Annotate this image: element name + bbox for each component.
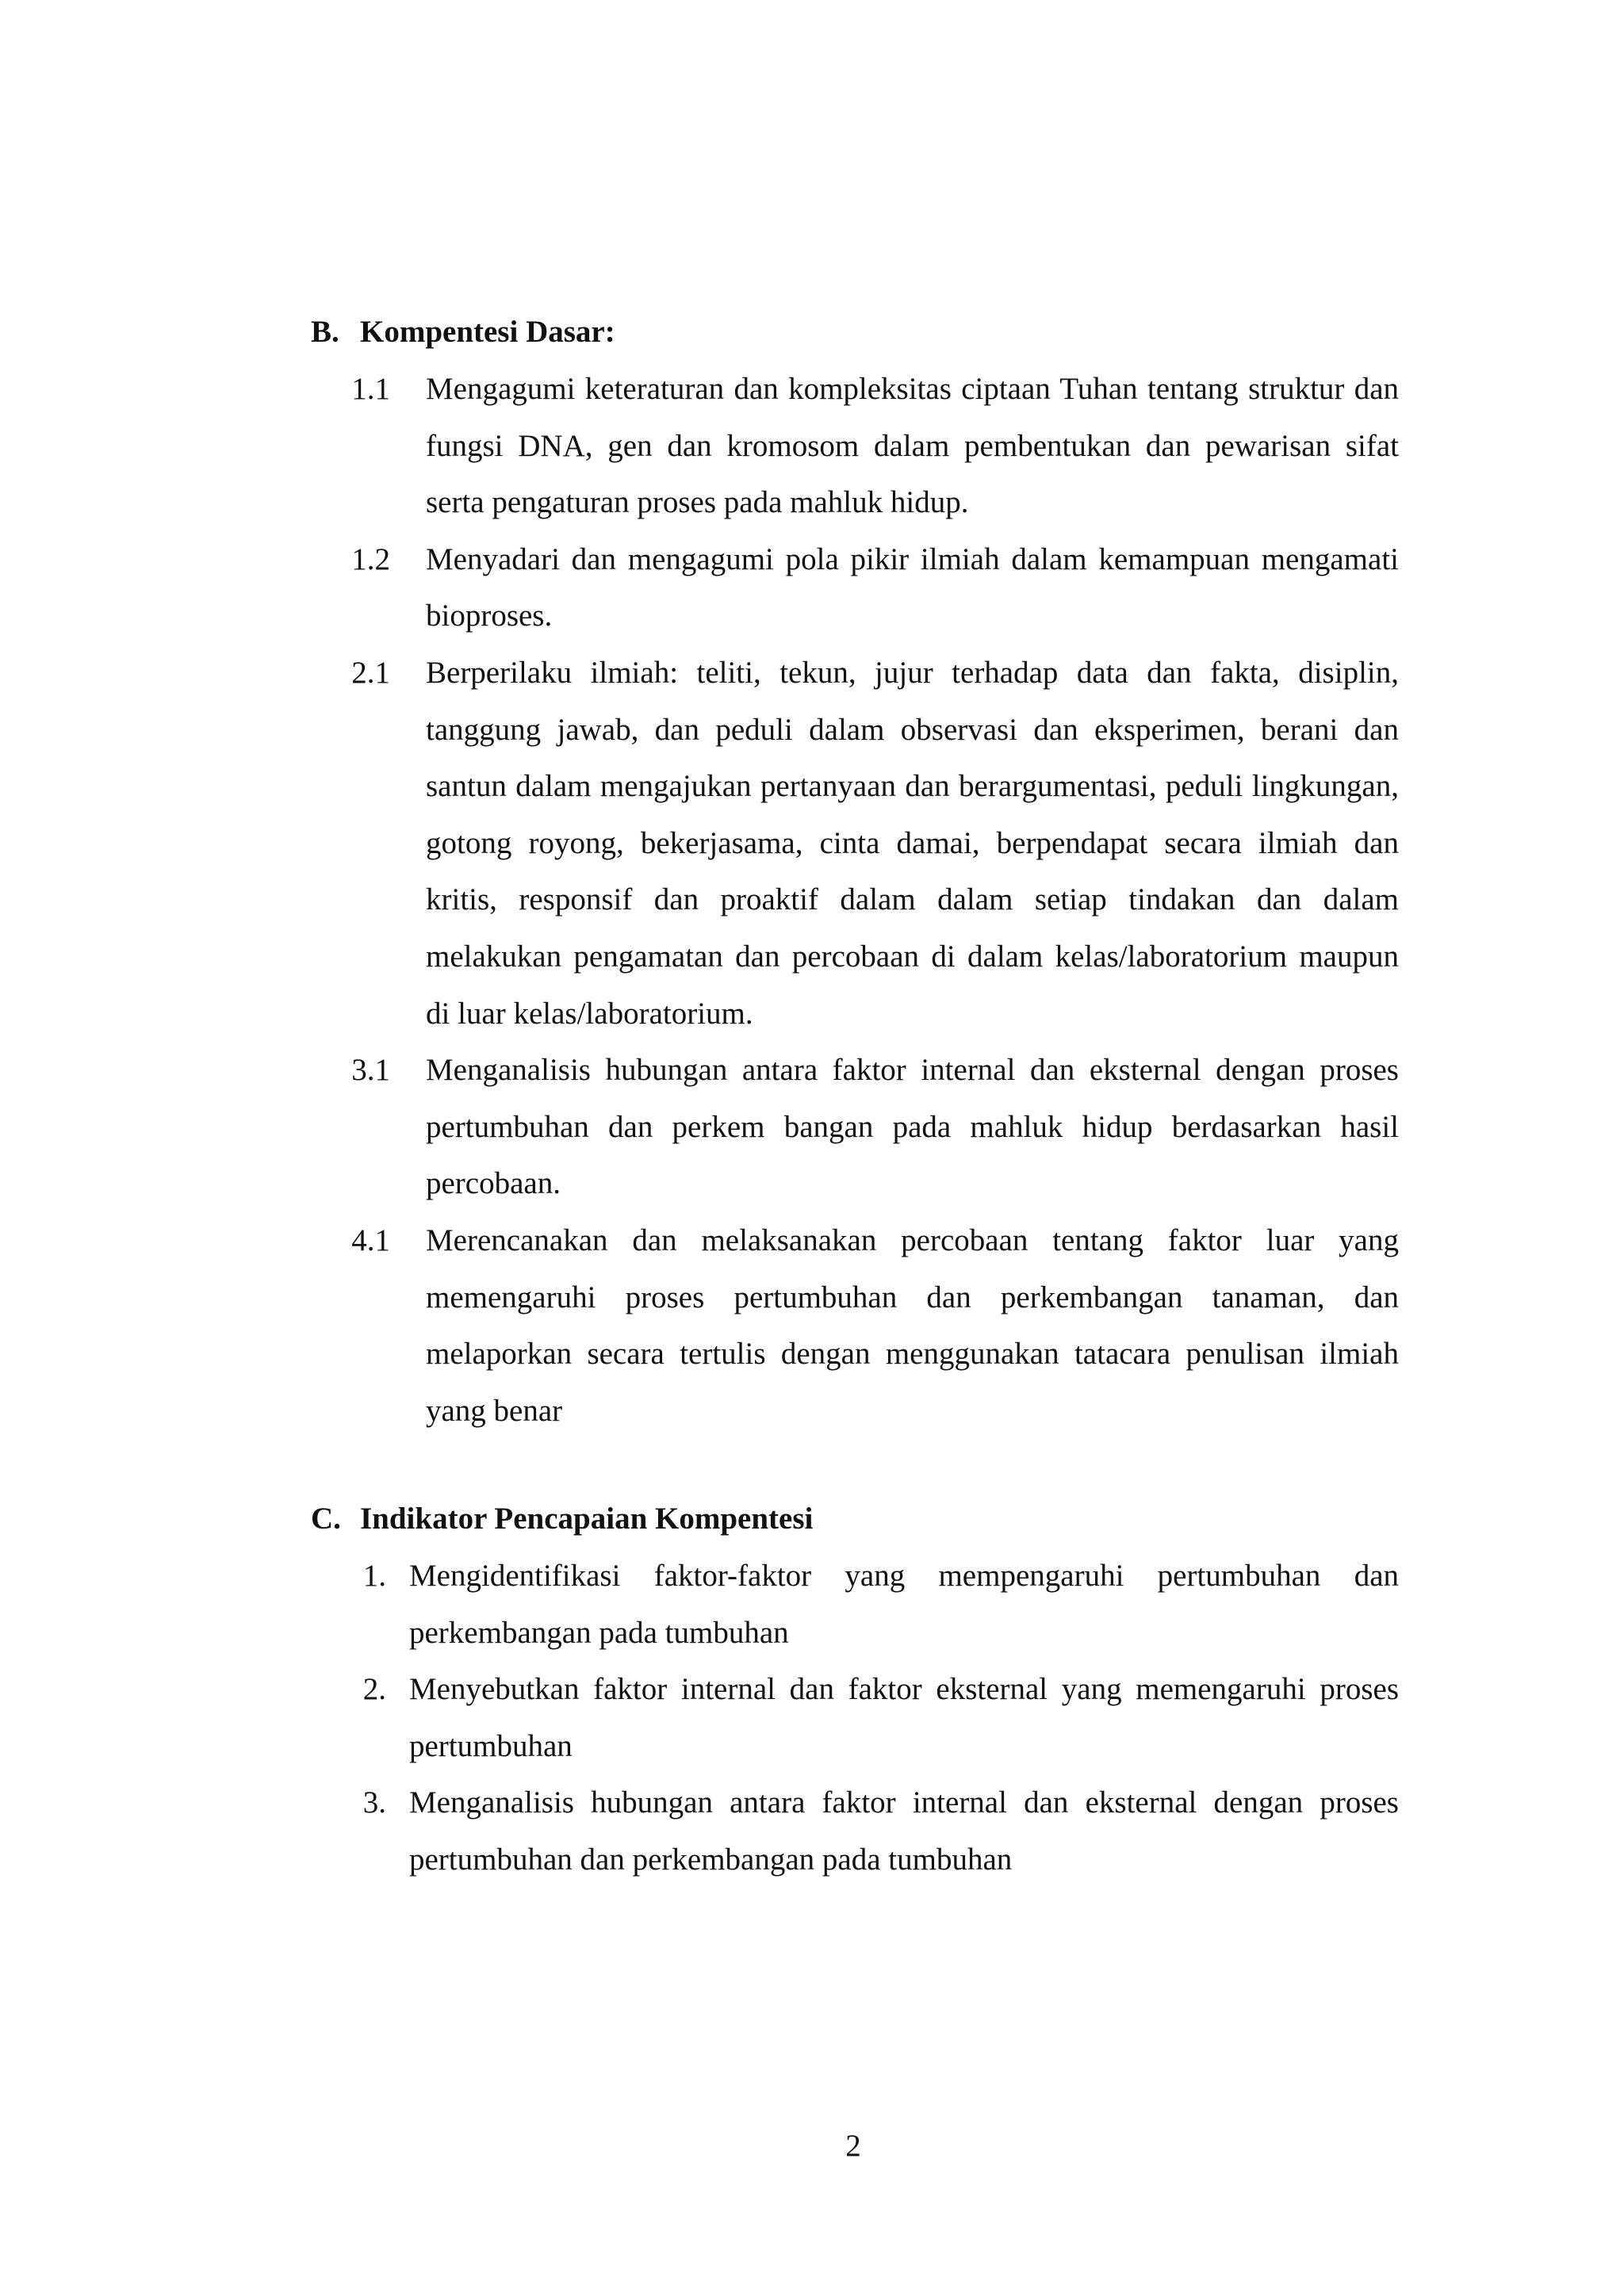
list-item [311, 361, 1399, 531]
item-text: Menyebutkan faktor internal dan faktor eksternal yang memengaruhi proses pertumbuhan [409, 1672, 1399, 1763]
item-number: 2.1 [351, 655, 390, 690]
item-text: Menganalisis hubungan antara faktor internal dan eksternal dengan proses pertumbuhan dan perkem bangan pada mahluk hidup berdasarkan hasil percobaan. [426, 1053, 1399, 1201]
item-text: Mengagumi keteraturan dan kompleksitas ciptaan Tuhan tentang struktur dan fungsi DNA, gen dan kromosom dalam pembentukan dan pewarisan sifat serta pengaturan proses pada mahluk hidup. [426, 372, 1399, 520]
list-item [311, 1661, 1399, 1774]
item-text: Berperilaku ilmiah: teliti, tekun, jujur terhadap data dan fakta, disiplin, tanggung jawab, dan peduli dalam observasi dan eksperimen, berani dan santun dalam mengajukan pertanyaan dan berargumentasi, peduli lingkungan, gotong royong, bekerjasama, cinta damai, berpendapat secara ilmiah dan kritis, responsif dan proaktif dalam dalam setiap tindakan dan dalam melakukan pengamatan dan percobaan di dalam kelas/laboratorium maupun di luar kelas/laboratorium. [426, 655, 1399, 1031]
item-number: 1.2 [351, 541, 390, 576]
item-number: 1. [362, 1559, 386, 1593]
item-number: 2. [362, 1672, 386, 1707]
item-text: Menganalisis hubungan antara faktor internal dan eksternal dengan proses pertumbuhan dan perkembangan pada tumbuhan [409, 1785, 1399, 1877]
item-number: 3. [362, 1785, 386, 1820]
section-heading [311, 304, 1399, 361]
item-number: 4.1 [351, 1223, 390, 1257]
section-title: Indikator Pencapaian Kompentesi [360, 1502, 814, 1536]
section-letter: B. [311, 315, 339, 349]
section-letter: C. [311, 1502, 341, 1536]
item-number: 3.1 [351, 1053, 390, 1088]
list-item [311, 531, 1399, 645]
section-kompetensi-dasar [311, 304, 1399, 1439]
item-text: Mengidentifikasi faktor-faktor yang mempengaruhi pertumbuhan dan perkembangan pada tumbuhan [409, 1559, 1399, 1650]
list-item [311, 1212, 1399, 1439]
page-number: 2 [845, 2129, 861, 2163]
list-item [311, 1042, 1399, 1212]
item-text: Menyadari dan mengagumi pola pikir ilmiah dalam kemampuan mengamati bioproses. [426, 541, 1399, 633]
list-item [311, 1774, 1399, 1888]
section-indikator [311, 1490, 1399, 1888]
section-heading [311, 1490, 1399, 1548]
list-item [311, 645, 1399, 1042]
item-text: Merencanakan dan melaksanakan percobaan tentang faktor luar yang memengaruhi proses pertumbuhan dan perkembangan tanaman, dan melaporkan secara tertulis dengan menggunakan tatacara penulisan ilmiah yang benar [426, 1223, 1399, 1428]
list-item [311, 1548, 1399, 1661]
item-number: 1.1 [351, 372, 390, 406]
section-title: Kompentesi Dasar: [360, 315, 615, 349]
